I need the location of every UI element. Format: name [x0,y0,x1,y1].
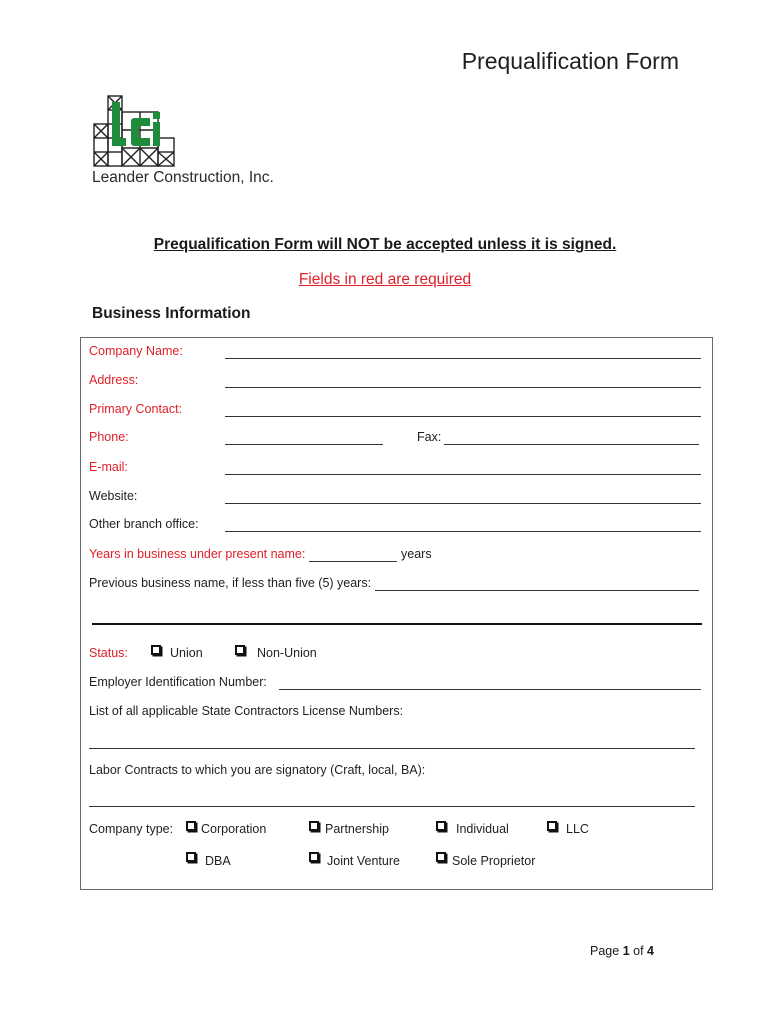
union-checkbox[interactable] [151,645,161,655]
status-label: Status: [89,646,128,660]
website-label: Website: [89,489,138,503]
years-in-business-label: Years in business under present name: [89,547,306,561]
dba-label: DBA [205,854,231,868]
branch-office-label: Other branch office: [89,517,199,531]
labor-contracts-label: Labor Contracts to which you are signatory (Craft, local, BA): [89,763,426,777]
license-numbers-input[interactable] [89,748,695,749]
company-name-label: Company Name: [89,344,183,358]
corporation-label: Corporation [201,822,267,836]
corporation-checkbox[interactable] [186,821,196,831]
lci-logo-icon [92,94,178,168]
joint-venture-checkbox[interactable] [309,852,319,862]
partnership-checkbox[interactable] [309,821,319,831]
website-input[interactable] [225,503,701,504]
partnership-label: Partnership [325,822,389,836]
fax-label: Fax: [417,430,442,444]
document-title: Prequalification Form [461,48,679,74]
non-union-label: Non-Union [257,646,317,660]
joint-venture-label: Joint Venture [327,854,400,868]
primary-contact-input[interactable] [225,416,701,417]
sole-proprietor-label: Sole Proprietor [452,854,536,868]
page-label: Page [590,944,620,958]
labor-contracts-input[interactable] [89,806,695,807]
page-current: 1 [622,944,630,958]
company-name-input[interactable] [225,358,701,359]
sole-proprietor-checkbox[interactable] [436,852,446,862]
license-numbers-label: List of all applicable State Contractors License Numbers: [89,704,404,718]
previous-name-input[interactable] [375,590,699,591]
company-name: Leander Construction, Inc. [92,169,274,186]
ein-input[interactable] [279,689,701,690]
years-suffix: years [401,547,432,561]
required-fields-note: Fields in red are required [298,271,472,288]
fax-input[interactable] [444,444,699,445]
company-logo [92,94,178,168]
business-info-form [80,337,713,890]
ein-label: Employer Identification Number: [89,675,267,689]
email-label: E-mail: [89,460,128,474]
email-input[interactable] [225,474,701,475]
company-type-label: Company type: [89,822,174,836]
signature-notice: Prequalification Form will NOT be accepted unless it is signed. [153,236,617,253]
primary-contact-label: Primary Contact: [89,402,183,416]
individual-checkbox[interactable] [436,821,446,831]
page-number [590,944,654,958]
section-divider [92,623,702,625]
llc-checkbox[interactable] [547,821,557,831]
years-in-business-input[interactable] [309,561,397,562]
phone-label: Phone: [89,430,129,444]
branch-office-input[interactable] [225,531,701,532]
individual-label: Individual [456,822,509,836]
address-label: Address: [89,373,139,387]
address-input[interactable] [225,387,701,388]
llc-label: LLC [566,822,589,836]
section-heading: Business Information [92,305,251,322]
phone-input[interactable] [225,444,383,445]
page-of: of [633,944,644,958]
union-label: Union [170,646,203,660]
non-union-checkbox[interactable] [235,645,245,655]
dba-checkbox[interactable] [186,852,196,862]
page-total: 4 [647,944,654,958]
previous-name-label: Previous business name, if less than five (5) years: [89,576,372,590]
